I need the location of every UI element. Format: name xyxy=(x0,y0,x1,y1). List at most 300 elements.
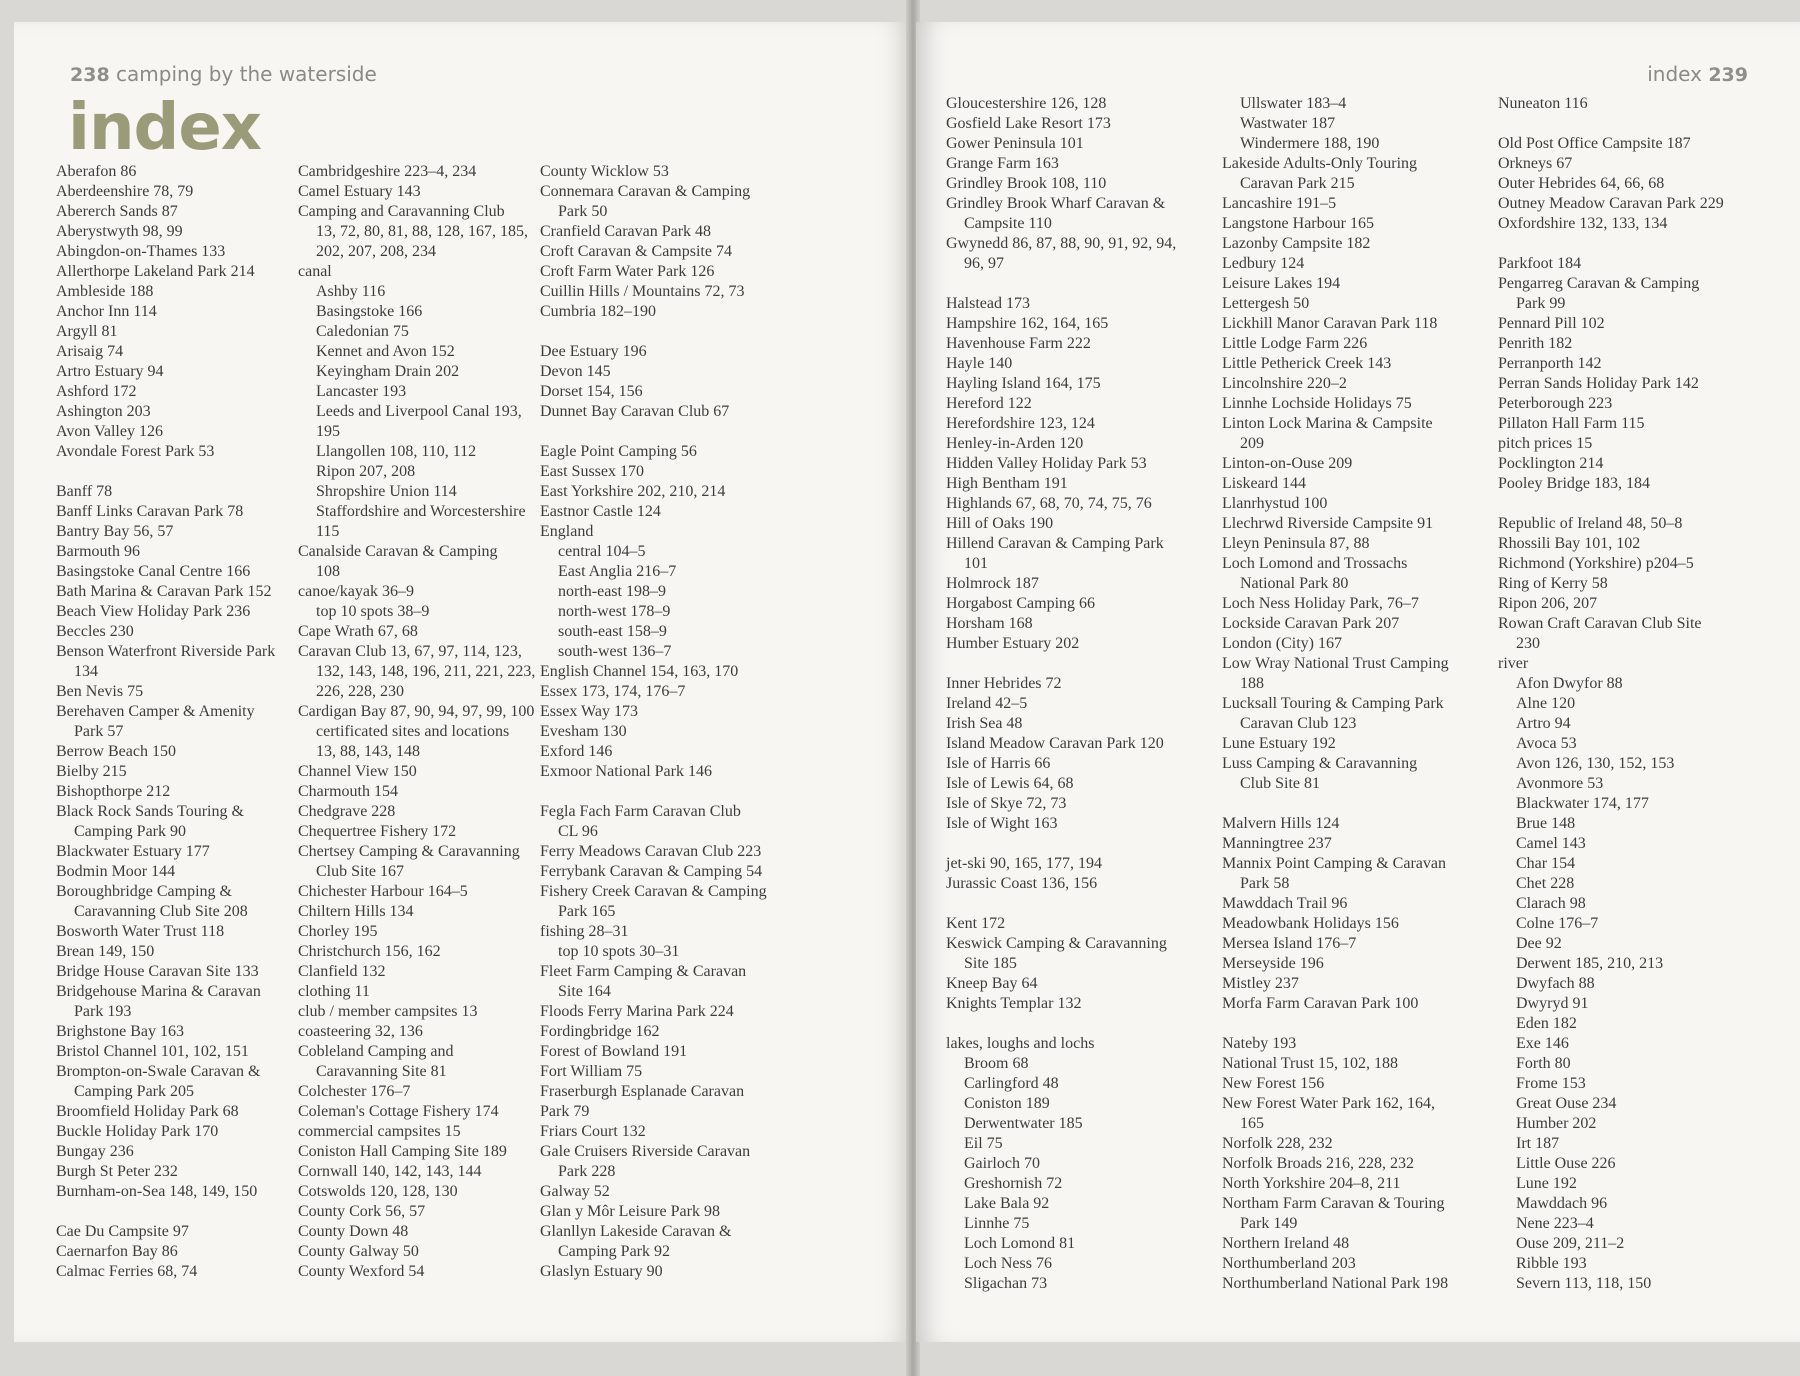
index-entry: Merseyside 196 xyxy=(1222,955,1324,972)
index-entry: central 104–5 xyxy=(558,543,646,560)
left-page-number: 238 xyxy=(70,64,110,86)
index-entry: south-east 158–9 xyxy=(558,623,667,640)
index-entry: CL 96 xyxy=(558,823,598,840)
index-entry: Linton Lock Marina & Campsite xyxy=(1222,415,1433,432)
index-entry: Park 193 xyxy=(74,1003,132,1020)
index-entry: Abererch Sands 87 xyxy=(56,203,178,220)
index-entry: Perranporth 142 xyxy=(1498,355,1602,372)
index-entry: Forest of Bowland 191 xyxy=(540,1043,688,1060)
index-entry: Galway 52 xyxy=(540,1183,610,1200)
index-entry: Park 165 xyxy=(558,903,616,920)
index-entry: Camel 143 xyxy=(1516,835,1586,852)
right-running-head xyxy=(1647,62,1748,86)
index-entry: Avonmore 53 xyxy=(1516,775,1604,792)
index-entry: Avoca 53 xyxy=(1516,735,1577,752)
index-entry: East Yorkshire 202, 210, 214 xyxy=(540,483,726,500)
index-entry: river xyxy=(1498,655,1529,672)
index-entry: Brompton-on-Swale Caravan & xyxy=(56,1063,261,1080)
index-entry: Buckle Holiday Park 170 xyxy=(56,1123,219,1140)
index-entry: Chequertree Fishery 172 xyxy=(298,823,457,840)
index-entry: Lancashire 191–5 xyxy=(1222,195,1337,212)
index-entry: East Sussex 170 xyxy=(540,463,644,480)
index-entry: Staffordshire and Worcestershire xyxy=(316,503,526,520)
index-entry: Frome 153 xyxy=(1516,1075,1586,1092)
index-entry: Channel View 150 xyxy=(298,763,417,780)
index-entry: Keyingham Drain 202 xyxy=(316,363,460,380)
index-entry: Afon Dwyfor 88 xyxy=(1516,675,1623,692)
index-entry: Isle of Lewis 64, 68 xyxy=(946,775,1074,792)
index-entry: Fleet Farm Camping & Caravan xyxy=(540,963,747,980)
index-entry: Penrith 182 xyxy=(1498,335,1573,352)
index-entry: Republic of Ireland 48, 50–8 xyxy=(1498,515,1683,532)
index-entry: Herefordshire 123, 124 xyxy=(946,415,1095,432)
index-entry: 96, 97 xyxy=(964,255,1004,272)
index-entry: Norfolk 228, 232 xyxy=(1222,1135,1333,1152)
index-entry: Glanllyn Lakeside Caravan & xyxy=(540,1223,732,1240)
index-entry: Inner Hebrides 72 xyxy=(946,675,1062,692)
index-entry: Low Wray National Trust Camping xyxy=(1222,655,1449,672)
index-entry: Lleyn Peninsula 87, 88 xyxy=(1222,535,1370,552)
index-entry: Island Meadow Caravan Park 120 xyxy=(946,735,1164,752)
index-entry: Cae Du Campsite 97 xyxy=(56,1223,189,1240)
index-entry: Perran Sands Holiday Park 142 xyxy=(1498,375,1699,392)
index-entry: Nateby 193 xyxy=(1222,1035,1297,1052)
index-entry: Bantry Bay 56, 57 xyxy=(56,523,174,540)
index-entry: Banff 78 xyxy=(56,483,113,500)
index-entry: Sligachan 73 xyxy=(964,1275,1048,1292)
index-entry: Hill of Oaks 190 xyxy=(946,515,1054,532)
index-entry: Cumbria 182–190 xyxy=(540,303,656,320)
index-entry: Essex 173, 174, 176–7 xyxy=(540,683,686,700)
index-entry: Hillend Caravan & Camping Park xyxy=(946,535,1164,552)
index-entry: Lancaster 193 xyxy=(316,383,407,400)
index-entry: Park 57 xyxy=(74,723,124,740)
index-entry: Beach View Holiday Park 236 xyxy=(56,603,251,620)
index-entry: Basingstoke Canal Centre 166 xyxy=(56,563,251,580)
left-running-head xyxy=(70,62,377,86)
index-entry: Northam Farm Caravan & Touring xyxy=(1222,1195,1445,1212)
index-entry: English Channel 154, 163, 170 xyxy=(540,663,739,680)
index-entry: Ripon 207, 208 xyxy=(316,463,416,480)
index-entry: Malvern Hills 124 xyxy=(1222,815,1340,832)
index-entry: Park 99 xyxy=(1516,295,1566,312)
index-entry: Ribble 193 xyxy=(1516,1255,1587,1272)
index-entry: County Down 48 xyxy=(298,1223,409,1240)
index-entry: Camping Park 205 xyxy=(74,1083,194,1100)
index-entry: north-west 178–9 xyxy=(558,603,671,620)
index-entry: Glaslyn Estuary 90 xyxy=(540,1263,663,1280)
index-entry: Avon 126, 130, 152, 153 xyxy=(1516,755,1675,772)
index-entry: Ashford 172 xyxy=(56,383,137,400)
index-entry: Basingstoke 166 xyxy=(316,303,423,320)
index-entry: Dwyfach 88 xyxy=(1516,975,1595,992)
index-entry: Bishopthorpe 212 xyxy=(56,783,171,800)
index-entry: Club Site 167 xyxy=(316,863,405,880)
index-entry: Manningtree 237 xyxy=(1222,835,1332,852)
index-entry: Benson Waterfront Riverside Park xyxy=(56,643,276,660)
index-entry: 195 xyxy=(316,423,340,440)
index-entry: Hayling Island 164, 175 xyxy=(946,375,1101,392)
index-entry: canal xyxy=(298,263,332,280)
index-entry: Pocklington 214 xyxy=(1498,455,1604,472)
index-entry: Site 164 xyxy=(558,983,611,1000)
index-entry: Irish Sea 48 xyxy=(946,715,1023,732)
index-entry: Cranfield Caravan Park 48 xyxy=(540,223,712,240)
index-entry: Morfa Farm Caravan Park 100 xyxy=(1222,995,1419,1012)
index-entry: Artro Estuary 94 xyxy=(56,363,164,380)
index-entry: Humber Estuary 202 xyxy=(946,635,1080,652)
index-entry: south-west 136–7 xyxy=(558,643,672,660)
index-entry: Camel Estuary 143 xyxy=(298,183,421,200)
index-entry: Grindley Brook Wharf Caravan & xyxy=(946,195,1166,212)
index-entry: Coleman's Cottage Fishery 174 xyxy=(298,1103,499,1120)
index-entry: Avondale Forest Park 53 xyxy=(56,443,215,460)
index-entry: Little Ouse 226 xyxy=(1516,1155,1616,1172)
index-entry: Keswick Camping & Caravanning xyxy=(946,935,1167,952)
index-entry: Essex Way 173 xyxy=(540,703,638,720)
index-entry: Chet 228 xyxy=(1516,875,1575,892)
index-entry: Bridgehouse Marina & Caravan xyxy=(56,983,261,1000)
index-entry: New Forest 156 xyxy=(1222,1075,1325,1092)
index-entry: North Yorkshire 204–8, 211 xyxy=(1222,1175,1401,1192)
index-entry: Kneep Bay 64 xyxy=(946,975,1038,992)
letter-group-spacer xyxy=(1498,494,1768,514)
index-entry: Shropshire Union 114 xyxy=(316,483,457,500)
index-entry: lakes, loughs and lochs xyxy=(946,1035,1095,1052)
index-entry: Mersea Island 176–7 xyxy=(1222,935,1357,952)
index-entry: Nuneaton 116 xyxy=(1498,95,1588,112)
index-entry: Brighstone Bay 163 xyxy=(56,1023,184,1040)
index-entry: Club Site 81 xyxy=(1240,775,1321,792)
index-entry: County Galway 50 xyxy=(298,1243,419,1260)
index-entry: Old Post Office Campsite 187 xyxy=(1498,135,1691,152)
index-entry: Arisaig 74 xyxy=(56,343,124,360)
index-entry: Bristol Channel 101, 102, 151 xyxy=(56,1043,249,1060)
index-entry: Coniston 189 xyxy=(964,1095,1050,1112)
index-entry: Eil 75 xyxy=(964,1135,1003,1152)
index-entry: Blackwater 174, 177 xyxy=(1516,795,1649,812)
index-entry: Isle of Skye 72, 73 xyxy=(946,795,1067,812)
index-entry: Mannix Point Camping & Caravan xyxy=(1222,855,1446,872)
index-entry: Allerthorpe Lakeland Park 214 xyxy=(56,263,255,280)
index-entry: Blackwater Estuary 177 xyxy=(56,843,210,860)
index-entry: Campsite 110 xyxy=(964,215,1052,232)
index-entry: Gower Peninsula 101 xyxy=(946,135,1084,152)
index-entry: Caravan Club 123 xyxy=(1240,715,1357,732)
index-entry: Ambleside 188 xyxy=(56,283,154,300)
index-entry: County Wicklow 53 xyxy=(540,163,669,180)
index-entry: Bungay 236 xyxy=(56,1143,134,1160)
index-entry: Camping and Caravanning Club xyxy=(298,203,505,220)
index-entry: Bridge House Caravan Site 133 xyxy=(56,963,259,980)
index-entry: Abingdon-on-Thames 133 xyxy=(56,243,226,260)
index-entry: Loch Lomond and Trossachs xyxy=(1222,555,1408,572)
left-running-title: camping by the waterside xyxy=(116,62,377,86)
index-entry: Caravanning Club Site 208 xyxy=(74,903,248,920)
index-entry: Fishery Creek Caravan & Camping xyxy=(540,883,767,900)
index-entry: Clarach 98 xyxy=(1516,895,1586,912)
index-entry: club / member campsites 13 xyxy=(298,1003,478,1020)
index-entry: Pillaton Hall Farm 115 xyxy=(1498,415,1645,432)
index-entry: Floods Ferry Marina Park 224 xyxy=(540,1003,734,1020)
index-entry: Park 58 xyxy=(1240,875,1290,892)
index-entry: Gairloch 70 xyxy=(964,1155,1040,1172)
index-entry: Colne 176–7 xyxy=(1516,915,1599,932)
letter-group-spacer xyxy=(946,654,1216,674)
index-entry: Northern Ireland 48 xyxy=(1222,1235,1350,1252)
index-entry: Horgabost Camping 66 xyxy=(946,595,1096,612)
index-entry: High Bentham 191 xyxy=(946,475,1068,492)
index-entry: Fordingbridge 162 xyxy=(540,1023,660,1040)
index-entry: Barmouth 96 xyxy=(56,543,140,560)
index-entry: Ferrybank Caravan & Camping 54 xyxy=(540,863,763,880)
index-entry: Lincolnshire 220–2 xyxy=(1222,375,1347,392)
index-entry: Lazonby Campsite 182 xyxy=(1222,235,1371,252)
index-entry: Connemara Caravan & Camping xyxy=(540,183,751,200)
index-entry: Dee Estuary 196 xyxy=(540,343,647,360)
index-entry: pitch prices 15 xyxy=(1498,435,1593,452)
index-entry: Langstone Harbour 165 xyxy=(1222,215,1374,232)
index-entry: Linton-on-Ouse 209 xyxy=(1222,455,1353,472)
index-entry: Cambridgeshire 223–4, 234 xyxy=(298,163,477,180)
index-entry: Park 228 xyxy=(558,1163,616,1180)
index-entry: certificated sites and locations xyxy=(316,723,510,740)
index-entry: Char 154 xyxy=(1516,855,1576,872)
index-entry: Aberdeenshire 78, 79 xyxy=(56,183,194,200)
index-entry: Park 79 xyxy=(540,1103,590,1120)
index-entry: coasteering 32, 136 xyxy=(298,1023,423,1040)
index-entry: top 10 spots 30–31 xyxy=(558,943,680,960)
index-entry: Croft Caravan & Campsite 74 xyxy=(540,243,732,260)
index-entry: Charmouth 154 xyxy=(298,783,398,800)
index-entry: Brue 148 xyxy=(1516,815,1576,832)
index-entry: Ring of Kerry 58 xyxy=(1498,575,1608,592)
index-entry: Pooley Bridge 183, 184 xyxy=(1498,475,1650,492)
index-entry: 202, 207, 208, 234 xyxy=(316,243,436,260)
index-entry: Kent 172 xyxy=(946,915,1006,932)
index-entry: Knights Templar 132 xyxy=(946,995,1082,1012)
index-entry: Llanrhystud 100 xyxy=(1222,495,1328,512)
letter-group-spacer xyxy=(1222,794,1492,814)
index-entry: Halstead 173 xyxy=(946,295,1030,312)
index-entry: Little Petherick Creek 143 xyxy=(1222,355,1392,372)
index-entry: Croft Farm Water Park 126 xyxy=(540,263,715,280)
index-entry: Broom 68 xyxy=(964,1055,1029,1072)
index-entry: Ashington 203 xyxy=(56,403,151,420)
index-entry: East Anglia 216–7 xyxy=(558,563,677,580)
right-column-3 xyxy=(1498,94,1768,1294)
index-entry: Aberafon 86 xyxy=(56,163,137,180)
index-entry: Mawddach 96 xyxy=(1516,1195,1608,1212)
index-entry: Ouse 209, 211–2 xyxy=(1516,1235,1625,1252)
index-entry: Hidden Valley Holiday Park 53 xyxy=(946,455,1147,472)
letter-group-spacer xyxy=(946,274,1216,294)
index-entry: Northumberland National Park 198 xyxy=(1222,1275,1449,1292)
index-entry: Holmrock 187 xyxy=(946,575,1039,592)
index-entry: Dwyryd 91 xyxy=(1516,995,1589,1012)
index-entry: Cornwall 140, 142, 143, 144 xyxy=(298,1163,482,1180)
index-entry: Evesham 130 xyxy=(540,723,627,740)
index-entry: north-east 198–9 xyxy=(558,583,666,600)
index-entry: Camping Park 90 xyxy=(74,823,186,840)
left-column-1 xyxy=(56,162,326,1282)
index-entry: Camping Park 92 xyxy=(558,1243,670,1260)
index-entry: Llangollen 108, 110, 112 xyxy=(316,443,477,460)
index-entry: Beccles 230 xyxy=(56,623,134,640)
index-entry: Clanfield 132 xyxy=(298,963,386,980)
index-entry: Northumberland 203 xyxy=(1222,1255,1356,1272)
index-entry: Bodmin Moor 144 xyxy=(56,863,176,880)
left-page xyxy=(14,22,912,1342)
index-entry: Lickhill Manor Caravan Park 118 xyxy=(1222,315,1438,332)
index-entry: Henley-in-Arden 120 xyxy=(946,435,1084,452)
index-entry: Fraserburgh Esplanade Caravan xyxy=(540,1083,745,1100)
index-entry: Isle of Wight 163 xyxy=(946,815,1058,832)
index-entry: Pennard Pill 102 xyxy=(1498,315,1605,332)
index-entry: Cuillin Hills / Mountains 72, 73 xyxy=(540,283,745,300)
index-entry: Chiltern Hills 134 xyxy=(298,903,414,920)
index-entry: Caravan Park 215 xyxy=(1240,175,1355,192)
index-entry: Lakeside Adults-Only Touring xyxy=(1222,155,1418,172)
index-entry: Derwent 185, 210, 213 xyxy=(1516,955,1664,972)
index-entry: Ferry Meadows Caravan Club 223 xyxy=(540,843,762,860)
index-entry: 13, 72, 80, 81, 88, 128, 167, 185, xyxy=(316,223,528,240)
index-entry: Argyll 81 xyxy=(56,323,118,340)
index-entry: Banff Links Caravan Park 78 xyxy=(56,503,244,520)
index-entry: Cobleland Camping and xyxy=(298,1043,454,1060)
index-entry: Lune Estuary 192 xyxy=(1222,735,1336,752)
index-entry: Lake Bala 92 xyxy=(964,1195,1050,1212)
index-entry: 108 xyxy=(316,563,340,580)
index-entry: Berrow Beach 150 xyxy=(56,743,176,760)
index-entry: commercial campsites 15 xyxy=(298,1123,461,1140)
index-entry: Jurassic Coast 136, 156 xyxy=(946,875,1098,892)
letter-group-spacer xyxy=(1222,1014,1492,1034)
letter-group-spacer xyxy=(946,1014,1216,1034)
index-entry: Caravan Club 13, 67, 97, 114, 123, xyxy=(298,643,522,660)
index-entry: Forth 80 xyxy=(1516,1055,1571,1072)
index-entry: Eastnor Castle 124 xyxy=(540,503,661,520)
index-entry: Artro 94 xyxy=(1516,715,1571,732)
index-entry: 13, 88, 143, 148 xyxy=(316,743,420,760)
index-entry: National Trust 15, 102, 188 xyxy=(1222,1055,1399,1072)
index-entry: Highlands 67, 68, 70, 74, 75, 76 xyxy=(946,495,1152,512)
index-entry: Greshornish 72 xyxy=(964,1175,1063,1192)
index-entry: Burgh St Peter 232 xyxy=(56,1163,178,1180)
index-entry: Burnham-on-Sea 148, 149, 150 xyxy=(56,1183,258,1200)
index-entry: Canalside Caravan & Camping xyxy=(298,543,498,560)
index-entry: Loch Ness Holiday Park, 76–7 xyxy=(1222,595,1419,612)
index-entry: Exmoor National Park 146 xyxy=(540,763,712,780)
right-page xyxy=(916,22,1800,1342)
index-entry: Bielby 215 xyxy=(56,763,127,780)
letter-group-spacer xyxy=(946,894,1216,914)
index-entry: Ledbury 124 xyxy=(1222,255,1305,272)
index-entry: Black Rock Sands Touring & xyxy=(56,803,244,820)
index-entry: Ireland 42–5 xyxy=(946,695,1028,712)
letter-group-spacer xyxy=(1498,234,1768,254)
index-entry: Ripon 206, 207 xyxy=(1498,595,1598,612)
index-entry: Outney Meadow Caravan Park 229 xyxy=(1498,195,1724,212)
index-entry: Leisure Lakes 194 xyxy=(1222,275,1341,292)
letter-group-spacer xyxy=(540,422,810,442)
index-entry: Aberystwyth 98, 99 xyxy=(56,223,183,240)
index-entry: Glan y Môr Leisure Park 98 xyxy=(540,1203,720,1220)
index-entry: Humber 202 xyxy=(1516,1115,1597,1132)
index-entry: 115 xyxy=(316,523,340,540)
index-entry: Great Ouse 234 xyxy=(1516,1095,1617,1112)
index-entry: Hayle 140 xyxy=(946,355,1013,372)
index-entry: Lune 192 xyxy=(1516,1175,1577,1192)
index-entry: Chedgrave 228 xyxy=(298,803,396,820)
index-entry: Caledonian 75 xyxy=(316,323,409,340)
index-entry: Ashby 116 xyxy=(316,283,386,300)
index-entry: Boroughbridge Camping & xyxy=(56,883,232,900)
index-entry: Eagle Point Camping 56 xyxy=(540,443,697,460)
index-entry: Broomfield Holiday Park 68 xyxy=(56,1103,239,1120)
index-entry: Bath Marina & Caravan Park 152 xyxy=(56,583,272,600)
index-heading: index xyxy=(68,91,261,165)
index-entry: County Cork 56, 57 xyxy=(298,1203,426,1220)
index-entry: Chorley 195 xyxy=(298,923,378,940)
index-entry: Avon Valley 126 xyxy=(56,423,163,440)
index-entry: Luss Camping & Caravanning xyxy=(1222,755,1418,772)
index-entry: Parkfoot 184 xyxy=(1498,255,1582,272)
index-entry: clothing 11 xyxy=(298,983,370,1000)
index-entry: Park 50 xyxy=(558,203,608,220)
index-entry: Chichester Harbour 164–5 xyxy=(298,883,468,900)
index-entry: Lockside Caravan Park 207 xyxy=(1222,615,1400,632)
index-entry: Ullswater 183–4 xyxy=(1240,95,1347,112)
index-entry: Caravanning Site 81 xyxy=(316,1063,447,1080)
index-entry: Isle of Harris 66 xyxy=(946,755,1051,772)
index-entry: Gosfield Lake Resort 173 xyxy=(946,115,1111,132)
index-entry: Llechrwd Riverside Campsite 91 xyxy=(1222,515,1434,532)
index-entry: Cotswolds 120, 128, 130 xyxy=(298,1183,458,1200)
index-entry: Irt 187 xyxy=(1516,1135,1560,1152)
index-entry: Loch Ness 76 xyxy=(964,1255,1052,1272)
index-entry: Wastwater 187 xyxy=(1240,115,1336,132)
index-entry: Hereford 122 xyxy=(946,395,1032,412)
index-entry: County Wexford 54 xyxy=(298,1263,425,1280)
index-entry: Outer Hebrides 64, 66, 68 xyxy=(1498,175,1665,192)
index-entry: Horsham 168 xyxy=(946,615,1033,632)
index-entry: New Forest Water Park 162, 164, xyxy=(1222,1095,1436,1112)
index-entry: Nene 223–4 xyxy=(1516,1215,1594,1232)
index-entry: Mawddach Trail 96 xyxy=(1222,895,1348,912)
index-entry: Rowan Craft Caravan Club Site xyxy=(1498,615,1702,632)
letter-group-spacer xyxy=(540,322,810,342)
index-entry: Colchester 176–7 xyxy=(298,1083,411,1100)
index-entry: Peterborough 223 xyxy=(1498,395,1613,412)
index-entry: Carlingford 48 xyxy=(964,1075,1059,1092)
index-entry: 134 xyxy=(74,663,98,680)
index-entry: National Park 80 xyxy=(1240,575,1349,592)
index-entry: Alne 120 xyxy=(1516,695,1576,712)
index-entry: Eden 182 xyxy=(1516,1015,1577,1032)
left-column-3 xyxy=(540,162,810,1282)
index-entry: Berehaven Camper & Amenity xyxy=(56,703,255,720)
index-entry: Liskeard 144 xyxy=(1222,475,1306,492)
letter-group-spacer xyxy=(946,834,1216,854)
right-running-title: index xyxy=(1647,62,1702,86)
index-entry: Christchurch 156, 162 xyxy=(298,943,441,960)
index-entry: Bosworth Water Trust 118 xyxy=(56,923,225,940)
index-entry: Lucksall Touring & Camping Park xyxy=(1222,695,1444,712)
index-entry: Dunnet Bay Caravan Club 67 xyxy=(540,403,730,420)
index-entry: Meadowbank Holidays 156 xyxy=(1222,915,1399,932)
letter-group-spacer xyxy=(540,782,810,802)
